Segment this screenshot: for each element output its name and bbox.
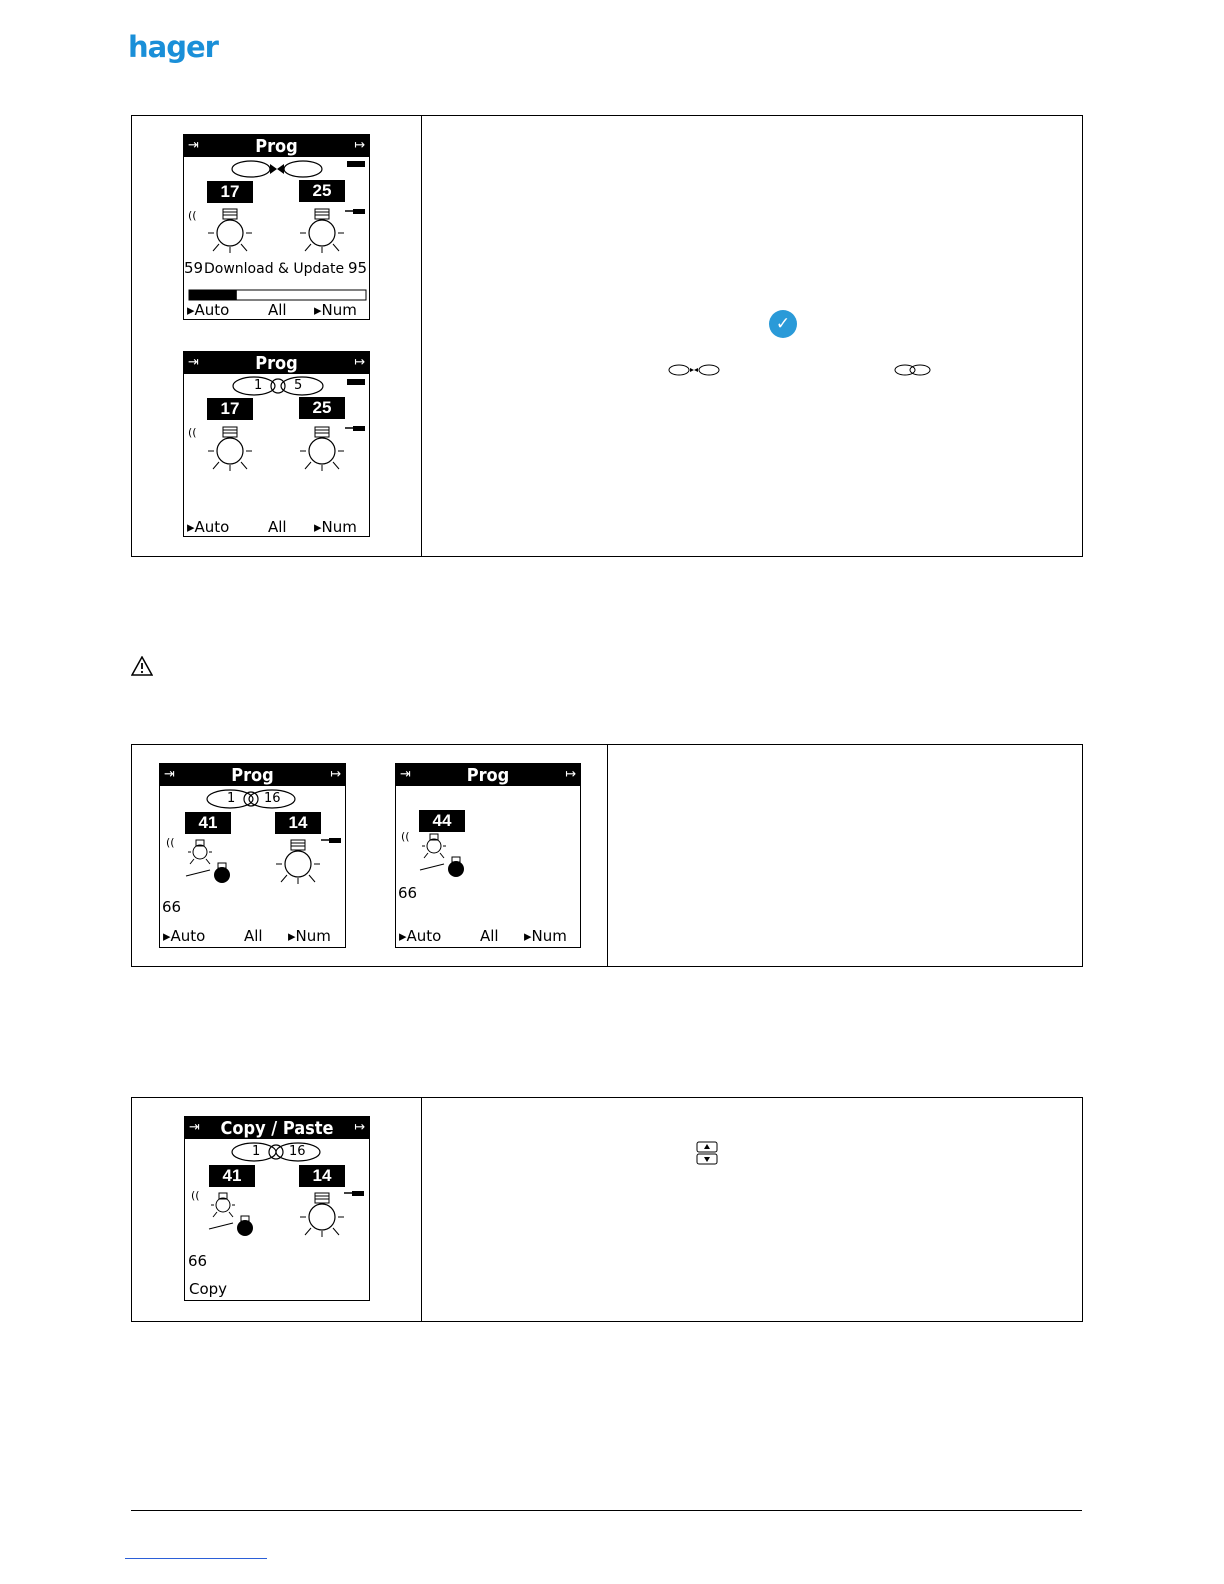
enter-icon: ⇥ <box>164 767 175 782</box>
screen-prog-44 <box>395 763 581 948</box>
radio-signal-icon: (( <box>191 1189 200 1202</box>
left-number: 17 <box>207 398 253 420</box>
enter-icon: ⇥ <box>400 767 411 782</box>
footer-num[interactable]: ▸Num <box>524 927 567 945</box>
exit-icon: ↦ <box>354 1120 365 1135</box>
loop-left-ellipse <box>232 161 270 177</box>
screen-graphics <box>185 1139 370 1301</box>
loop-left-label: 1 <box>254 378 263 393</box>
left-number: 41 <box>209 1165 255 1187</box>
footer-all[interactable]: All <box>480 927 499 945</box>
warning-icon <box>131 656 153 676</box>
radio-signal-icon: (( <box>188 426 197 439</box>
dimmer-lamp-icon <box>420 834 464 877</box>
footer-divider <box>131 1510 1082 1511</box>
title-bar <box>160 764 345 786</box>
footer-auto-label: Auto <box>194 518 230 536</box>
status-left: 59 <box>184 259 204 277</box>
table-2-divider <box>607 745 608 966</box>
footer-num[interactable]: ▸Num <box>314 518 357 536</box>
plug-icon <box>353 426 365 431</box>
check-circle-icon: ✓ <box>769 310 797 338</box>
loop-right-label: 16 <box>264 791 281 806</box>
title-bar <box>396 764 580 786</box>
left-number: 44 <box>419 810 465 832</box>
screen-title: Prog <box>231 765 274 786</box>
footer-copy[interactable]: Copy <box>189 1280 228 1298</box>
footer-num-label: Num <box>321 301 357 319</box>
loop-left-label: 1 <box>227 791 236 806</box>
plug-icon <box>352 1191 364 1196</box>
battery-icon <box>347 379 365 385</box>
footer-auto-label: Auto <box>170 927 206 945</box>
value-readout: 66 <box>398 884 418 902</box>
plug-icon <box>353 209 365 214</box>
hager-logo: hager <box>128 30 218 64</box>
loop-right-label: 16 <box>289 1144 306 1159</box>
enter-icon: ⇥ <box>188 355 199 370</box>
plug-icon <box>329 838 341 843</box>
status-right: 95 <box>348 259 368 277</box>
footer-auto-label: Auto <box>194 301 230 319</box>
title-bar <box>184 352 369 374</box>
up-down-keys-icon <box>695 1140 719 1166</box>
progress-fill <box>189 290 237 300</box>
footer-num-label: Num <box>295 927 331 945</box>
battery-icon <box>347 161 365 167</box>
screen-copy-paste <box>184 1116 370 1301</box>
footer-num[interactable]: ▸Num <box>288 927 331 945</box>
screen-title: Prog <box>255 136 298 157</box>
screen-title: Copy / Paste <box>220 1118 334 1139</box>
screen-prog-41-14 <box>159 763 346 948</box>
right-number: 25 <box>299 180 345 202</box>
arrow-left-icon <box>277 164 284 174</box>
loop-left-label: 1 <box>252 1144 261 1159</box>
screen-prog-download <box>183 134 370 320</box>
enter-icon: ⇥ <box>188 138 199 153</box>
value-readout: 66 <box>188 1252 208 1270</box>
exit-icon: ↦ <box>565 767 576 782</box>
table-3-divider <box>421 1098 422 1321</box>
screen-graphics <box>160 786 346 948</box>
table-3 <box>131 1097 1083 1322</box>
footer-num[interactable]: ▸Num <box>314 301 357 319</box>
table-2 <box>131 744 1083 967</box>
footer-all[interactable]: All <box>268 518 287 536</box>
title-bar <box>184 135 369 157</box>
footer-auto[interactable]: ▸Auto <box>163 927 206 945</box>
screen-prog-linked <box>183 351 370 537</box>
lamp-right-icon <box>300 209 344 253</box>
footer-all[interactable]: All <box>244 927 263 945</box>
dimmer-lamp-icon <box>186 840 230 883</box>
right-number: 14 <box>275 812 321 834</box>
radio-signal-icon: (( <box>401 830 410 843</box>
right-number: 14 <box>299 1165 345 1187</box>
arrow-right-icon <box>270 164 277 174</box>
lamp-left-icon <box>208 427 252 471</box>
loop-right-ellipse <box>284 161 322 177</box>
exit-icon: ↦ <box>354 138 365 153</box>
footer-auto-label: Auto <box>406 927 442 945</box>
enter-icon: ⇥ <box>189 1120 200 1135</box>
status-message: Download & Update <box>204 261 345 277</box>
radio-signal-icon: (( <box>166 836 175 849</box>
radio-signal-icon: (( <box>188 209 197 222</box>
dimmer-lamp-icon <box>209 1193 253 1236</box>
exit-icon: ↦ <box>330 767 341 782</box>
left-number: 17 <box>207 181 253 203</box>
link-node-icon <box>244 792 258 806</box>
link-closed-icon <box>894 363 934 377</box>
footer-num-label: Num <box>321 518 357 536</box>
lamp-right-icon <box>300 427 344 471</box>
lamp-right-icon <box>276 840 320 884</box>
footer-num-label: Num <box>531 927 567 945</box>
footer-auto[interactable]: ▸Auto <box>187 301 230 319</box>
right-number: 25 <box>299 397 345 419</box>
link-open-icon <box>668 363 722 377</box>
value-readout: 66 <box>162 898 182 916</box>
footer-auto[interactable]: ▸Auto <box>399 927 442 945</box>
footer-link-underline[interactable] <box>125 1558 267 1559</box>
link-node-icon <box>271 379 285 393</box>
table-1-divider <box>421 116 422 556</box>
screen-title: Prog <box>255 353 298 374</box>
footer-all[interactable]: All <box>268 301 287 319</box>
table-1 <box>131 115 1083 557</box>
screen-title: Prog <box>466 765 510 786</box>
left-number: 41 <box>185 812 231 834</box>
lamp-left-icon <box>208 209 252 253</box>
footer-auto[interactable]: ▸Auto <box>187 518 230 536</box>
exit-icon: ↦ <box>354 355 365 370</box>
loop-right-label: 5 <box>294 378 303 393</box>
title-bar <box>185 1117 369 1139</box>
lamp-right-icon <box>300 1193 344 1237</box>
